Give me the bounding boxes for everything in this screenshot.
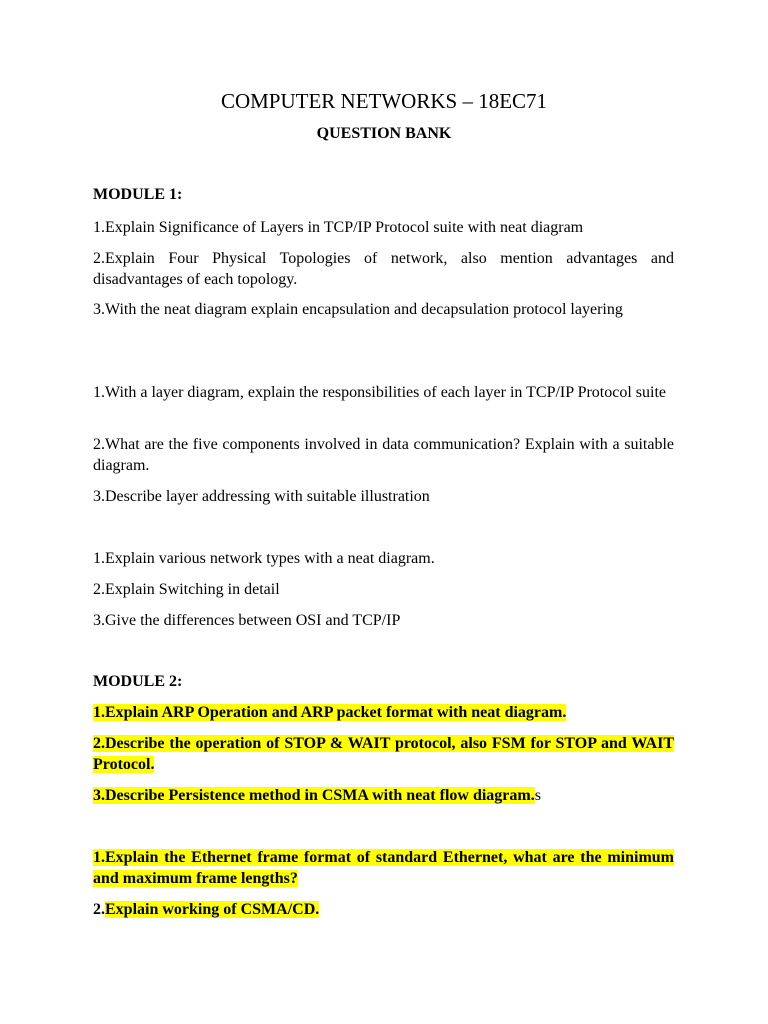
module-2-set-1-question-1 (93, 702, 674, 723)
highlighted-question-text: 1.Explain the Ethernet frame format of standard Ethernet, what are the minimum and maximum frame lengths? (93, 849, 674, 887)
module-1-set-3-question-2: 2.Explain Switching in detail (93, 581, 280, 598)
module-1-set-1-question-2: 2.Explain Four Physical Topologies of network, also mention advantages and disadvantages of each topology. (93, 250, 674, 288)
module-1-set-2-question-1: 1.With a layer diagram, explain the responsibilities of each layer in TCP/IP Protocol suite (93, 384, 666, 401)
document-subtitle: QUESTION BANK (316, 125, 452, 142)
question-number: 2. (93, 901, 105, 918)
document-title: COMPUTER NETWORKS – 18EC71 (220, 89, 548, 113)
module-2-set-1-question-2 (93, 733, 674, 775)
module-1-set-3-question-3: 3.Give the differences between OSI and TCP/IP (93, 612, 401, 629)
module-1-set-2-question-2: 2.What are the five components involved in data communication? Explain with a suitable diagram. (93, 436, 674, 474)
highlighted-question-text: 2.Describe the operation of STOP & WAIT protocol, also FSM for STOP and WAIT Protocol. (93, 735, 674, 773)
module-1-set-3-question-1: 1.Explain various network types with a neat diagram. (93, 550, 435, 567)
module-1-set-1-question-1: 1.Explain Significance of Layers in TCP/IP Protocol suite with neat diagram (93, 219, 584, 236)
module-1-heading: MODULE 1: (93, 186, 183, 203)
module-2-heading: MODULE 2: (93, 673, 183, 690)
stray-character: s (534, 787, 541, 804)
highlighted-question-text: 1.Explain ARP Operation and ARP packet format with neat diagram. (93, 704, 567, 721)
highlighted-question-text: 3.Describe Persistence method in CSMA with neat flow diagram. (93, 787, 535, 804)
module-1-set-1-question-3: 3.With the neat diagram explain encapsulation and decapsulation protocol layering (93, 301, 623, 318)
module-2-set-2-question-2 (93, 899, 674, 920)
highlighted-question-text: Explain working of CSMA/CD. (105, 901, 320, 918)
module-1-set-2-question-3: 3.Describe layer addressing with suitable illustration (93, 488, 430, 505)
module-2-set-1-question-3 (93, 785, 674, 806)
module-2-set-2-question-1 (93, 847, 674, 889)
